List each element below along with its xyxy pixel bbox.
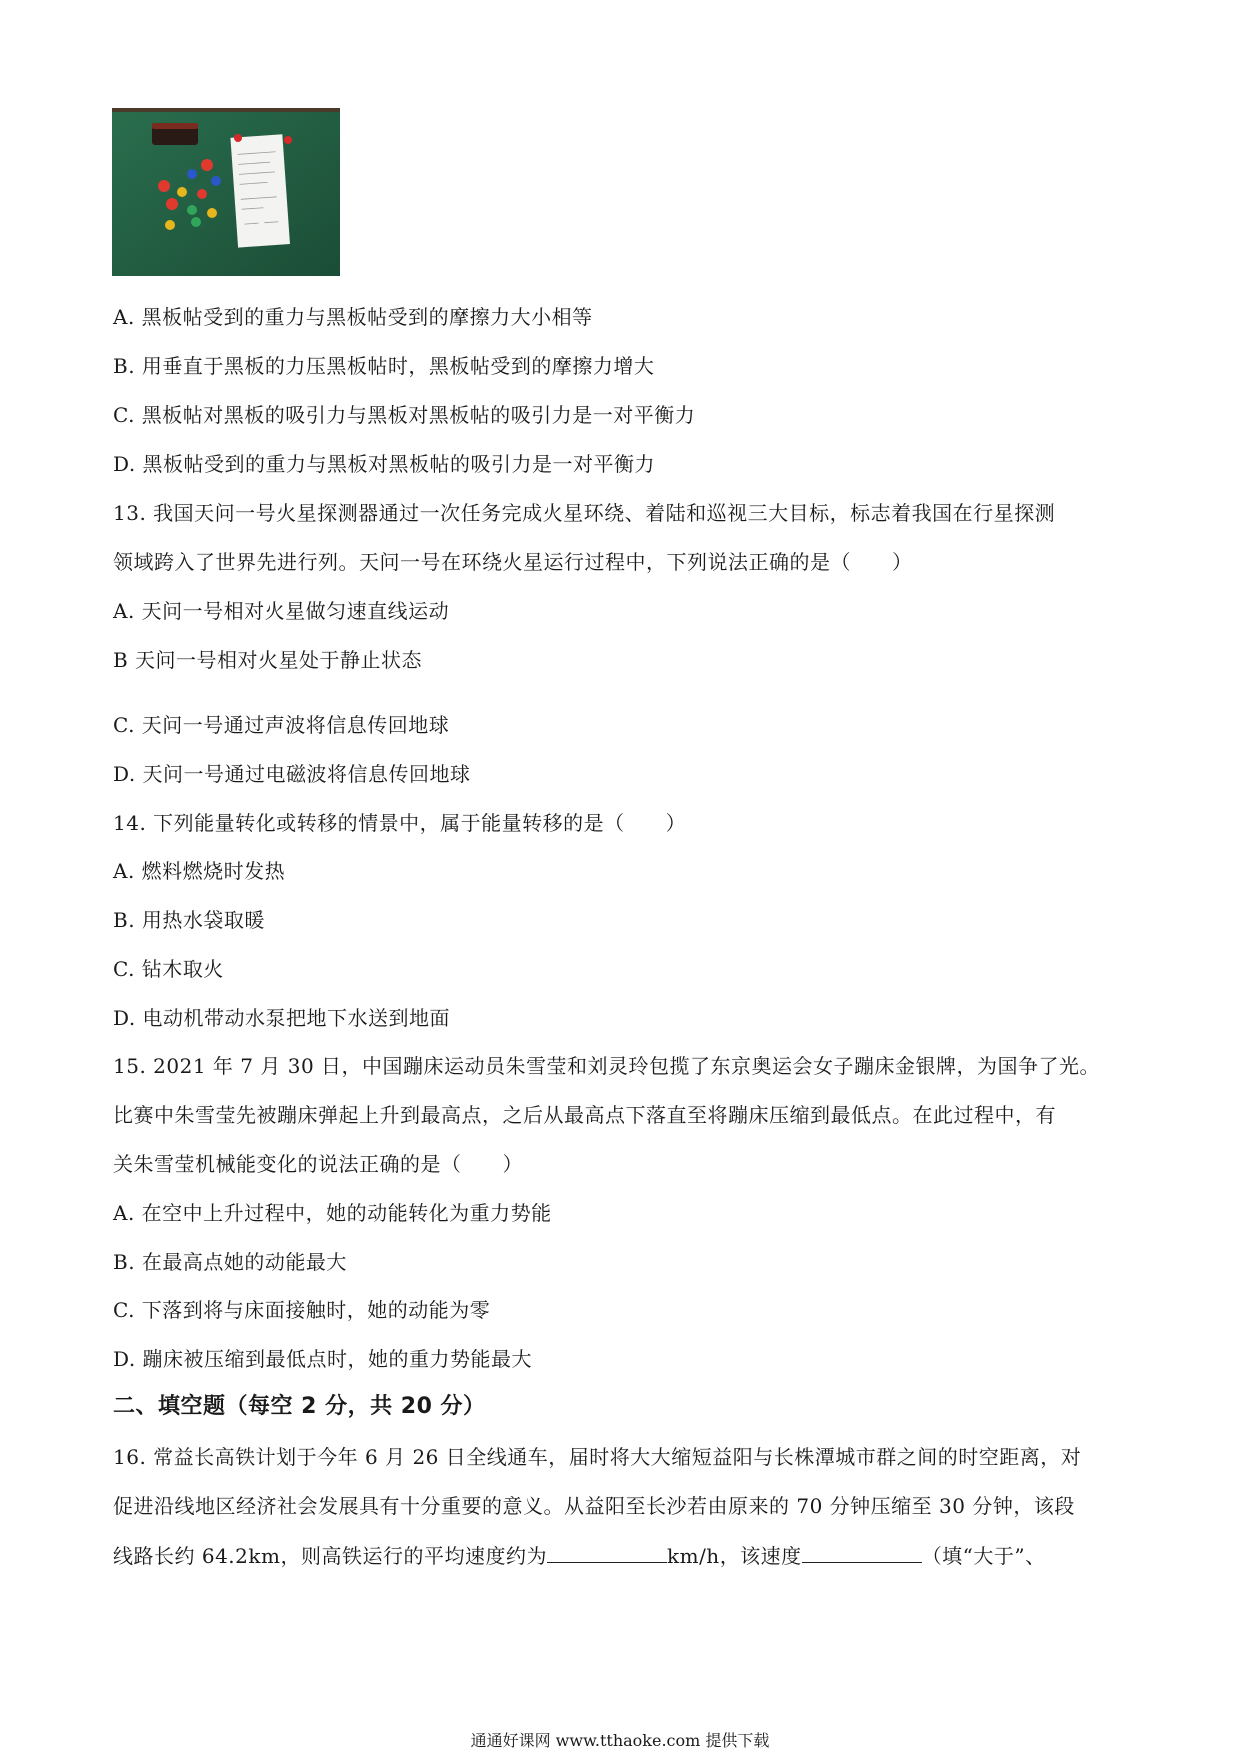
q15-stem-line3: 关朱雪莹机械能变化的说法正确的是（ ） — [113, 1152, 523, 1176]
q16-stem-line2: 促进沿线地区经济社会发展具有十分重要的意义。从益阳至长沙若由原来的 70 分钟压缩至 30 分钟，该段 — [113, 1494, 1075, 1518]
q15-option-b: B. 在最高点她的动能最大 — [113, 1250, 347, 1274]
q12-option-d: D. 黑板帖受到的重力与黑板对黑板帖的吸引力是一对平衡力 — [113, 452, 656, 476]
q13-option-a: A. 天问一号相对火星做匀速直线运动 — [113, 599, 450, 623]
q16-answer-blank-1[interactable] — [547, 1542, 667, 1563]
page-footer: 通通好课网 www.tthaoke.com 提供下载 — [470, 1731, 770, 1750]
q16-text-a: 线路长约 64.2km，则高铁运行的平均速度约为 — [113, 1544, 547, 1568]
q12-option-a: A. 黑板帖受到的重力与黑板帖受到的摩擦力大小相等 — [113, 305, 593, 329]
q14-stem: 14. 下列能量转化或转移的情景中，属于能量转移的是（ ） — [113, 811, 687, 835]
q13-stem-line2: 领域跨入了世界先进行列。天问一号在环绕火星运行过程中，下列说法正确的是（ ） — [113, 550, 913, 574]
q13-stem-line1: 13. 我国天问一号火星探测器通过一次任务完成火星环绕、着陆和巡视三大目标，标志着我国在行星探测 — [113, 501, 1056, 525]
q16-text-b: km/h，该速度 — [666, 1544, 802, 1568]
q15-option-d: D. 蹦床被压缩到最低点时，她的重力势能最大 — [113, 1347, 533, 1371]
q15-stem-line1: 15. 2021 年 7 月 30 日，中国蹦床运动员朱雪莹和刘灵玲包揽了东京奥运会女子蹦床金银牌，为国争了光。 — [113, 1054, 1101, 1078]
q15-stem-line2: 比赛中朱雪莹先被蹦床弹起上升到最高点，之后从最高点下落直至将蹦床压缩到最低点。在此过程中，有 — [113, 1103, 1056, 1127]
blackboard-magnet-photo — [112, 108, 340, 276]
q16-stem-line1: 16. 常益长高铁计划于今年 6 月 26 日全线通车，届时将大大缩短益阳与长株潭城市群之间的时空距离，对 — [113, 1445, 1082, 1469]
q13-option-d: D. 天问一号通过电磁波将信息传回地球 — [113, 762, 471, 786]
q12-option-c: C. 黑板帖对黑板的吸引力与黑板对黑板帖的吸引力是一对平衡力 — [113, 403, 696, 427]
q16-answer-blank-2[interactable] — [802, 1542, 922, 1563]
q16-text-c: （填“大于”、 — [921, 1544, 1046, 1568]
q14-option-c: C. 钻木取火 — [113, 957, 224, 981]
q14-option-d: D. 电动机带动水泵把地下水送到地面 — [113, 1006, 451, 1030]
q13-option-b: B 天问一号相对火星处于静止状态 — [113, 648, 423, 672]
q16-stem-line3 — [113, 1542, 1046, 1569]
q12-option-b: B. 用垂直于黑板的力压黑板帖时，黑板帖受到的摩擦力增大 — [113, 354, 655, 378]
section-heading-fill-blank: 二、填空题（每空 2 分，共 20 分） — [113, 1394, 486, 1419]
q14-option-a: A. 燃料燃烧时发热 — [113, 859, 286, 883]
q13-option-c: C. 天问一号通过声波将信息传回地球 — [113, 713, 450, 737]
q15-option-c: C. 下落到将与床面接触时，她的动能为零 — [113, 1298, 491, 1322]
q15-option-a: A. 在空中上升过程中，她的动能转化为重力势能 — [113, 1201, 552, 1225]
q14-option-b: B. 用热水袋取暖 — [113, 908, 265, 932]
